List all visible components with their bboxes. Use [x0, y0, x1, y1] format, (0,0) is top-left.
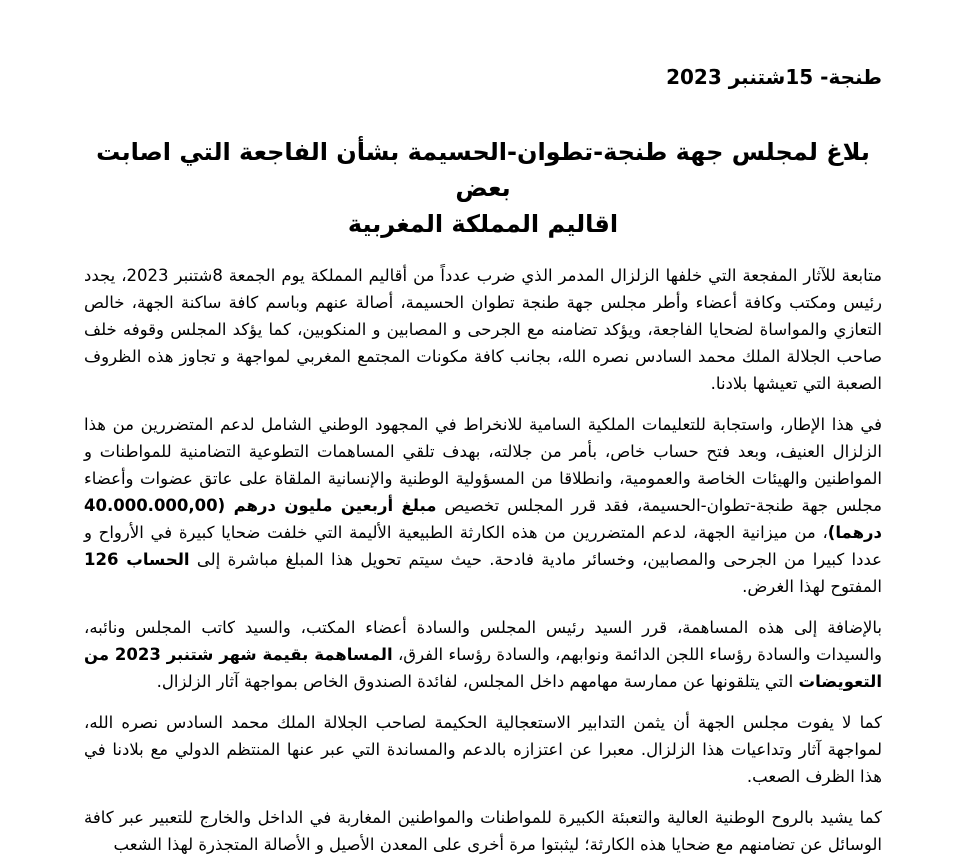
paragraph	[84, 614, 882, 695]
text-run: المفتوح لهذا الغرض.	[742, 577, 882, 596]
paragraph	[84, 709, 882, 790]
document-title	[84, 134, 882, 242]
text-run-bold: الحساب 126	[84, 550, 190, 569]
document-title-line-1: بلاغ لمجلس جهة طنجة-تطوان-الحسيمة بشأن الفاجعة التي اصابت بعض	[96, 138, 870, 202]
paragraph	[84, 411, 882, 600]
text-run-bold: مبلغ أربعين مليون درهم (40.000.000,00 درهما)	[84, 496, 882, 542]
document-body	[84, 262, 882, 858]
text-run: كما لا يفوت مجلس الجهة أن يثمن التدابير الاستعجالية الحكيمة لصاحب الجلالة الملك محمد السادس نصره الله، لمواجهة آثار وتداعيات هذا الزلزال. معبرا عن اعتزازه بالدعم والمساندة التي عبر عنها المنتظم الدولي مع بلادنا في هذا الظرف الصعب.	[84, 713, 882, 786]
paragraph	[84, 262, 882, 397]
document-title-line-2: اقاليم المملكة المغربية	[347, 210, 619, 238]
text-run: بالإضافة إلى هذه المساهمة، قرر السيد رئيس المجلس والسادة أعضاء المكتب، والسيد كاتب المجلس ونائبه، والسيدات والسادة رؤساء اللجن الدائمة ونوابهم، والسادة رؤساء الفرق،	[84, 618, 882, 664]
text-run: كما يشيد بالروح الوطنية العالية والتعبئة الكبيرة للمواطنات والمواطنين المغاربة في الداخل والخارج للتعبير عبر كافة الوسائل عن تضامنهم مع ضحايا هذه الكارثة؛ ليثبتوا مرة أخرى على المعدن الأصيل و الأصالة المتجذرة لهذا الشعب	[84, 808, 882, 854]
text-run-bold: المساهمة بقيمة شهر شتنبر 2023 من التعويضات	[84, 645, 882, 691]
text-run: في هذا الإطار، واستجابة للتعليمات الملكية السامية للانخراط في المجهود الوطني الشامل لدعم المتضررين من هذا الزلزال العنيف، وبعد فتح حساب خاص، بأمر من جلالته، بهدف تلقي المساهمات التطوعية التضامنية للمواطنات و المواطنين والهيئات الخاصة والعمومية، وانطلاقا من المسؤولية الوطنية والإنسانية الملقاة على عاتق عضوات وأعضاء مجلس جهة طنجة-تطوان-الحسيمة، فقد قرر المجلس تخصيص	[84, 415, 882, 515]
text-run: متابعة للآثار المفجعة التي خلفها الزلزال المدمر الذي ضرب عدداً من أقاليم المملكة يوم الجمعة 8شتنبر 2023، يجدد رئيس ومكتب وكافة أعضاء وأطر مجلس جهة طنجة تطوان الحسيمة، أصالة عنهم وباسم كافة ساكنة الجهة، خالص التعازي والمواساة لضحايا الفاجعة، ويؤكد تضامنه مع الجرحى و المصابين و المنكوبين، كما يؤكد المجلس وقوفه خلف صاحب الجلالة الملك محمد السادس نصره الله، بجانب كافة مكونات المجتمع المغربي لمواجهة و تجاوز هذه الظروف الصعبة التي تعيشها بلادنا.	[84, 266, 882, 393]
paragraph	[84, 804, 882, 858]
date-line: طنجة- 15شتنبر 2023	[666, 65, 882, 89]
text-run: ، من ميزانية الجهة، لدعم المتضررين من هذه الكارثة الطبيعية الأليمة التي خلفت ضحايا كبيرة في الأرواح و عددا كبيرا من الجرحى والمصابين، وخسائر مادية فادحة. حيث سيتم تحويل هذا المبلغ مباشرة إلى	[84, 523, 882, 569]
text-run: التي يتلقونها عن ممارسة مهامهم داخل المجلس، لفائدة الصندوق الخاص بمواجهة آثار الزلزال.	[156, 672, 799, 691]
